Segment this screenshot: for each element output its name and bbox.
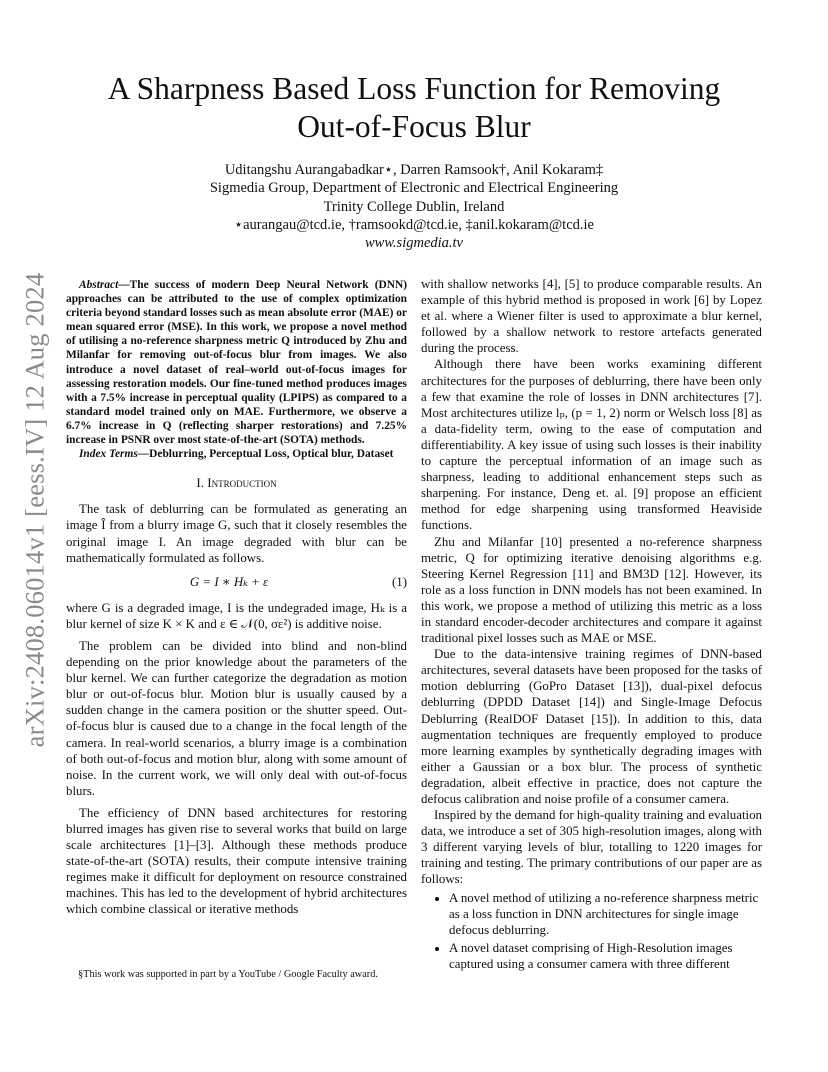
- equation-number: (1): [391, 574, 407, 589]
- equation-expression: G = I ∗ Hₖ + ε: [189, 574, 269, 589]
- left-column: [66, 278, 407, 918]
- arxiv-identifier: [14, 272, 56, 748]
- right-paragraph-5: Inspired by the demand for high-quality training and evaluation data, we introduce a set of 305 high-resolution images, along with 3 different varying levels of blur, totalling to 1220 images for training and testing. The primary contributions of our paper are as follows:: [421, 808, 762, 887]
- footnote: §This work was supported in part by a YouTube / Google Faculty award.: [78, 969, 378, 981]
- contributions-list: [421, 890, 762, 972]
- arxiv-id-text: arXiv:2408.06014v1 [eess.IV] 12 Aug 2024: [19, 272, 50, 748]
- right-paragraph-4: Due to the data-intensive training regimes of DNN-based architectures, several datasets have been proposed for the tasks of motion deblurring (GoPro Dataset [13]), dual-pixel defocus deblurring (DPDD Dataset [14]) and Single-Image Defocus Deblurring (RealDOF Dataset [15]). In addition to this, data augmentation techniques are frequently employed to produce more learning examples by synthetically degrading images with either a Gaussian or a box blur. The process of synthetic degradation, albeit effective in practice, does not capture the defocus calibration and noise profile of a consumer camera.: [421, 647, 762, 806]
- intro-paragraph-2: where G is a degraded image, I is the undegraded image, Hₖ is a blur kernel of size K × K and ε ∈ 𝒩(0, σε²) is additive noise.: [66, 600, 407, 631]
- author-names: Uditangshu Aurangabadkar⋆, Darren Ramsook†, Anil Kokaram‡: [224, 162, 604, 178]
- section-heading-introduction: I. Introduction: [196, 475, 277, 491]
- intro-paragraph-1: The task of deblurring can be formulated as generating an image Î from a blurry image G, such that it closely resembles the original image I. An image degraded with blur can be mathematically formulated as follows.: [66, 502, 407, 565]
- title-line-1: A Sharpness Based Loss Function for Removing: [107, 71, 721, 106]
- abstract-text: —The success of modern Deep Neural Network (DNN) approaches can be attributed to the use of complex optimization criteria beyond standard losses such as mean absolute error (MAE) or mean squared error (MSE). In this work, we propose a novel method of utilising a no-reference sharpness metric Q introduced by Zhu and Milanfar for removing out-of-focus blur from images. We also introduce a novel dataset of real–world out-of-focus images for assessing restoration models. Our fine-tuned method produces images with a 7.5% increase in perceptual quality (LPIPS) as compared to a standard model trained only on MAE. Furthermore, we observe a 6.7% increase in Q (reflecting sharper restorations) and 7.25% increase in PSNR over most state-of-the-art (SOTA) methods.: [66, 279, 407, 447]
- author-emails: ⋆aurangau@tcd.ie, †ramsookd@tcd.ie, ‡anil.kokaram@tcd.ie: [234, 216, 594, 233]
- index-terms-text: —Deblurring, Perceptual Loss, Optical blur, Dataset: [137, 448, 394, 461]
- right-paragraph-1: with shallow networks [4], [5] to produce comparable results. An example of this hybrid method is proposed in work [6] by Lopez et al. where a Wiener filter is used to approximate a blur kernel, followed by a shallow network to restore artefacts generated during the process.: [421, 277, 762, 356]
- intro-paragraph-3: The problem can be divided into blind and non-blind depending on the prior knowledge about the parameters of the blur kernel. We can further categorize the degradation as motion blur or out-of-focus blur. Motion blur is usually caused by a sudden change in the camera position or the shutter speed. Out-of-focus blur is caused due to a change in the focal length of the camera. In real-world scenarios, a blurry image is a combination of both out-of-focus and motion blur, along with some amount of noise. In the current work, we will only deal with out-of-focus blurs.: [66, 638, 407, 798]
- abstract: [66, 278, 407, 447]
- right-column: [421, 276, 762, 974]
- author-website: www.sigmedia.tv: [364, 235, 463, 252]
- list-item: • A novel method of utilizing a no-reference sharpness metric as a loss function in DNN architectures for single image defocus deblurring.: [449, 890, 762, 938]
- paper-title: [60, 70, 768, 146]
- right-paragraph-2: Although there have been works examining different architectures for the purposes of deblurring, there have been only a few that examine the role of losses in DNN architectures [7]. Most architectures utilize lₚ, (p = 1, 2) norm or Welsch loss [8] as a data-fidelity term, owing to the ease of computation and differentiability. A key issue of using such losses is their inability to capture the perceptual information of an image such as sharpness, leading to additional enhancement steps such as sharpening. For instance, Deng et. al. [9] propose an efficient method for edge sharpening using transformed Heaviside functions.: [421, 357, 762, 533]
- author-block: [100, 161, 728, 252]
- abstract-label: Abstract: [79, 279, 119, 291]
- equation-1: [66, 574, 407, 590]
- author-institution: Trinity College Dublin, Ireland: [323, 198, 505, 215]
- right-paragraph-3: Zhu and Milanfar [10] presented a no-reference sharpness metric, Q for optimizing iterative denoising algorithms e.g. Steering Kernel Regression [11] and BM3D [12]. However, its role as a loss function in DNN models has not been examined. In this work, we propose a method of utilizing this metric as a loss in standard encoder-decoder architectures and compare it against traditional pixel losses such as MAE or MSE.: [421, 534, 762, 646]
- title-line-2: Out-of-Focus Blur: [297, 109, 531, 144]
- index-terms-label: Index Terms: [79, 448, 138, 461]
- index-terms: [66, 447, 407, 461]
- author-affiliation: Sigmedia Group, Department of Electronic and Electrical Engineering: [209, 180, 619, 197]
- list-item: • A novel dataset comprising of High-Resolution images captured using a consumer camera with three different: [449, 940, 762, 972]
- intro-paragraph-4: The efficiency of DNN based architectures for restoring blurred images has given rise to several works that build on large scale architectures [1]–[3]. Although these methods produce state-of-the-art (SOTA) results, their compute intensive training regimes make it difficult for deployment on resource constrained machines. This has led to the development of hybrid architectures which combine classical or iterative methods: [66, 805, 407, 917]
